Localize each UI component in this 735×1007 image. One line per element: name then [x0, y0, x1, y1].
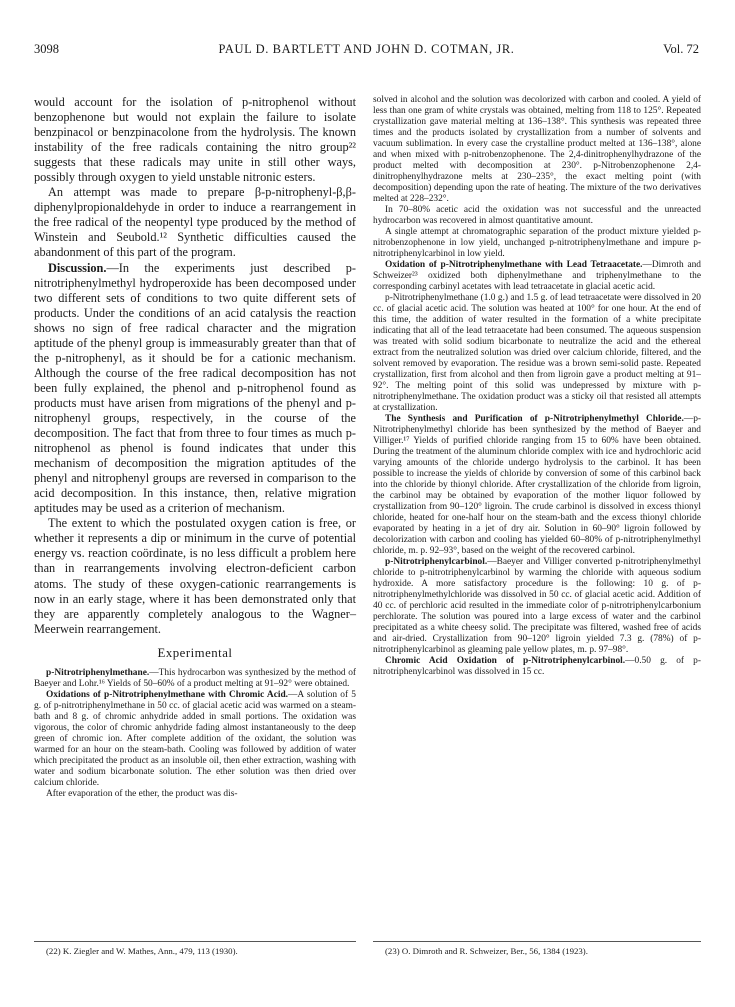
left-column: [34, 95, 356, 800]
subsection-heading: p-Nitrotriphenylcarbinol.: [385, 557, 488, 567]
section-heading: Experimental: [157, 645, 233, 660]
paragraph-text: —Baeyer and Villiger converted p-nitrotriphenylmethyl chloride to p-nitrotriphenylcarbinol by warming the chloride with aqueous sodium hydroxide. A more satisfactory procedure is the following: 10 g. of p-nitrotriphenylmethylchloride was dissolved in 50 cc. of glacial acetic acid. Addition of 40 cc. of perchloric acid resulted in the immediate color of p-nitrotriphenylcarbonium perchlorate. The solution was poured into a large excess of water and the carbinol precipitated as a white cheesy solid. The precipitate was filtered, washed free of acids and air-dried. Crystallization from 90–120° ligroin yielded 7.3 g. (78%) of p-nitrotriphenylcarbinol as gleaming pale yellow plates, m. p. 97–98°.: [373, 557, 701, 655]
subsection-heading: p-Nitrotriphenylmethane.: [46, 667, 150, 678]
experimental-paragraph: [373, 656, 701, 678]
paragraph-text: —p-Nitrotriphenylmethyl chloride has been synthesized by the method of Baeyer and Villiger.¹⁷ Yields of purified chloride ranging from 15 to 60% have been obtained. During the treatment of the aluminum chloride complex with ice and hydrochloric acid varying amounts of the chloride undergo hydrolysis to the carbinol. It has been possible to increase the yields of chloride by conversion of some of this carbinol back into the chloride by thionyl chloride. After crystallization of the chloride from ligroin, the carbinol may be obtained by evaporation of the mother liquor followed by crystallization from 90–120° ligroin. The crude carbinol is dissolved in excess thionyl chloride, heated for one-half hour on the steam-bath and the excess thionyl chloride evaporated by heating in a jet of dry air. Solution in 60–90° ligroin followed by decolorization with carbon and cooling has yielded 60–80% of p-nitrotriphenylmethyl chloride, m. p. 92–93°, based on the weight of the recovered carbinol.: [373, 414, 701, 556]
experimental-paragraph: [373, 260, 701, 293]
paragraph-text: —A solution of 5 g. of p-nitrotriphenylmethane in 50 cc. of glacial acetic acid was warmed on a steam-bath and 8 g. of chromic anhydride added in small portions. The oxidation was vigorous, the color of chromic anhydride fading almost instantaneously to the deep green of chromic ion. After complete addition of the oxidant, the solution was warmed for an hour on the steam-bath. Cooling was followed by addition of water which precipitated the product as an insoluble oil, then ether extraction, washing with water and sodium bicarbonate solution. The ether solution was then dried over calcium chloride.: [34, 689, 356, 788]
paragraph: solved in alcohol and the solution was decolorized with carbon and cooled. A yield of less than one gram of white crystals was obtained, melting from 118 to 125°. Repeated crystallization gave material melting at 136–138°. This synthesis was repeated three times and the products isolated by crystallization from a number of solvents and vacuum sublimation. In every case the crystalline product melted at 136–138°, alone and when mixed with p-nitrobenzophenone. The 2,4-dinitrophenylhydrazone of the product melted with decomposition at 230°. p-Nitrobenzophenone 2,4-dinitrophenylhydrazone melts at 230–235°, the exact melting point (with decomposition) depending upon the rate of heating. The mixture of the two derivatives melted at 228–232°.: [373, 95, 701, 204]
paragraph: After evaporation of the ether, the product was dis-: [46, 788, 238, 799]
volume-label: Vol. 72: [663, 42, 699, 56]
page-number: 3098: [34, 42, 59, 56]
subsection-heading: Chromic Acid Oxidation of p-Nitrotriphenylcarbinol.: [385, 656, 626, 666]
discussion-heading: Discussion.: [48, 260, 107, 275]
paragraph-text: —This hydrocarbon was synthesized by the method of Baeyer and Lohr.¹⁶ Yields of 50–60% of a product melting at 91–92° were obtained.: [34, 667, 356, 689]
footnote-23: (23) O. Dimroth and R. Schweizer, Ber., 56, 1384 (1923).: [385, 946, 588, 956]
footnote-rule: [373, 941, 701, 942]
paragraph-text: —Dimroth and Schweizer²³ oxidized both diphenylmethane and triphenylmethane to the corresponding carbinyl acetates with lead tetraacetate in glacial acetic acid.: [373, 260, 701, 292]
footnote-22: (22) K. Ziegler and W. Mathes, Ann., 479, 113 (1930).: [46, 946, 238, 956]
paragraph: In 70–80% acetic acid the oxidation was not successful and the unreacted hydrocarbon was recovered in almost quantitative amount.: [373, 205, 701, 226]
paragraph: A single attempt at chromatographic separation of the product mixture yielded p-nitrobenzophenone in low yield, unchanged p-nitrotriphenylmethane and impure p-nitrotriphenylcarbinol in low yield.: [373, 227, 701, 259]
running-header: [34, 42, 699, 60]
experimental-paragraph: [373, 414, 701, 557]
paragraph-text: —0.50 g. of p-nitrotriphenylcarbinol was dissolved in 15 cc.: [373, 656, 701, 677]
paragraph: The extent to which the postulated oxygen cation is free, or whether it represents a dip or minimum in the curve of potential energy vs. reaction coördinate, is no less difficult a problem here than in rearrangements involving electron-deficient carbon atoms. The study of these oxygen-cationic rearrangements is now in an early stage, where it has been demonstrated only that they are apparently completely analogous to the Wagner–Meerwein rearrangement.: [34, 516, 356, 636]
paragraph-text: —In the experiments just described p-nitrotriphenylmethyl hydroperoxide has been decomposed under two different sets of conditions to two quite different sets of products. Under the conditions of an acid catalysis the reaction shows no sign of free radical character and the migration aptitude of the phenyl group is immeasurably greater than that of the p-nitrophenyl, as it should be for a cationic mechanism. Although the course of the free radical decomposition has not been fully explained, the phenol and p-nitrophenol found as products must have arisen from migrations of the phenyl and p-nitrophenyl groups, respectively, in the course of the decomposition. The fact that from three to four times as much p-nitrophenol as phenol is found indicates that under this mechanism of decomposition the migration aptitudes of the phenyl and nitrophenyl groups are reversed in comparison to the acid decomposition. In this instance, then, relative migration aptitudes may be used as a criterion of mechanism.: [34, 260, 356, 516]
right-column: [373, 95, 701, 678]
footnote-rule: [34, 941, 356, 942]
paragraph: would account for the isolation of p-nitrophenol without benzophenone but would not explain the failure to isolate benzpinacol or benzpinacolone from the hydrolysis. The known instability of the free radicals containing the nitro group²² suggests that these radicals may unite in still other ways, possibly through oxygen to yield unstable nitronic esters.: [34, 95, 356, 185]
paragraph: p-Nitrotriphenylmethane (1.0 g.) and 1.5 g. of lead tetraacetate were dissolved in 20 cc. of glacial acetic acid. The solution was heated at 100° for one hour. At the end of this time, the addition of water resulted in the formation of a white precipitate indicating that all of the lead tetraacetate had been consumed. The aqueous suspension was treated with solid sodium bicarbonate to neutralize the acid and the ethereal extract from the neutralized solution was dried over calcium chloride, filtered, and the solvent removed by evaporation. The residue was a brown semi-solid paste. Repeated crystallization, first from alcohol and then from ligroin gave a product melting at 91–92°. The melting point of this solid was undepressed by mixture with p-nitrotriphenylmethane. The oxidation product was a sticky oil that resisted all attempts at crystallization.: [373, 293, 701, 413]
experimental-paragraph: [373, 557, 701, 656]
experimental-paragraph: [34, 690, 356, 789]
discussion-paragraph: [34, 261, 356, 517]
running-title: PAUL D. BARTLETT AND JOHN D. COTMAN, JR.: [218, 42, 515, 56]
subsection-heading: The Synthesis and Purification of p-Nitrotriphenylmethyl Chloride.: [385, 414, 684, 424]
paragraph: An attempt was made to prepare β-p-nitrophenyl-β,β-diphenylpropionaldehyde in order to induce a rearrangement in the free radical of the neopentyl type produced by the method of Winstein and Seubold.¹² Synthetic difficulties caused the abandonment of this part of the program.: [34, 185, 356, 260]
experimental-paragraph: [34, 668, 356, 690]
subsection-heading: Oxidation of p-Nitrotriphenylmethane with Lead Tetraacetate.: [385, 260, 643, 270]
subsection-heading: Oxidations of p-Nitrotriphenylmethane with Chromic Acid.: [46, 689, 289, 700]
